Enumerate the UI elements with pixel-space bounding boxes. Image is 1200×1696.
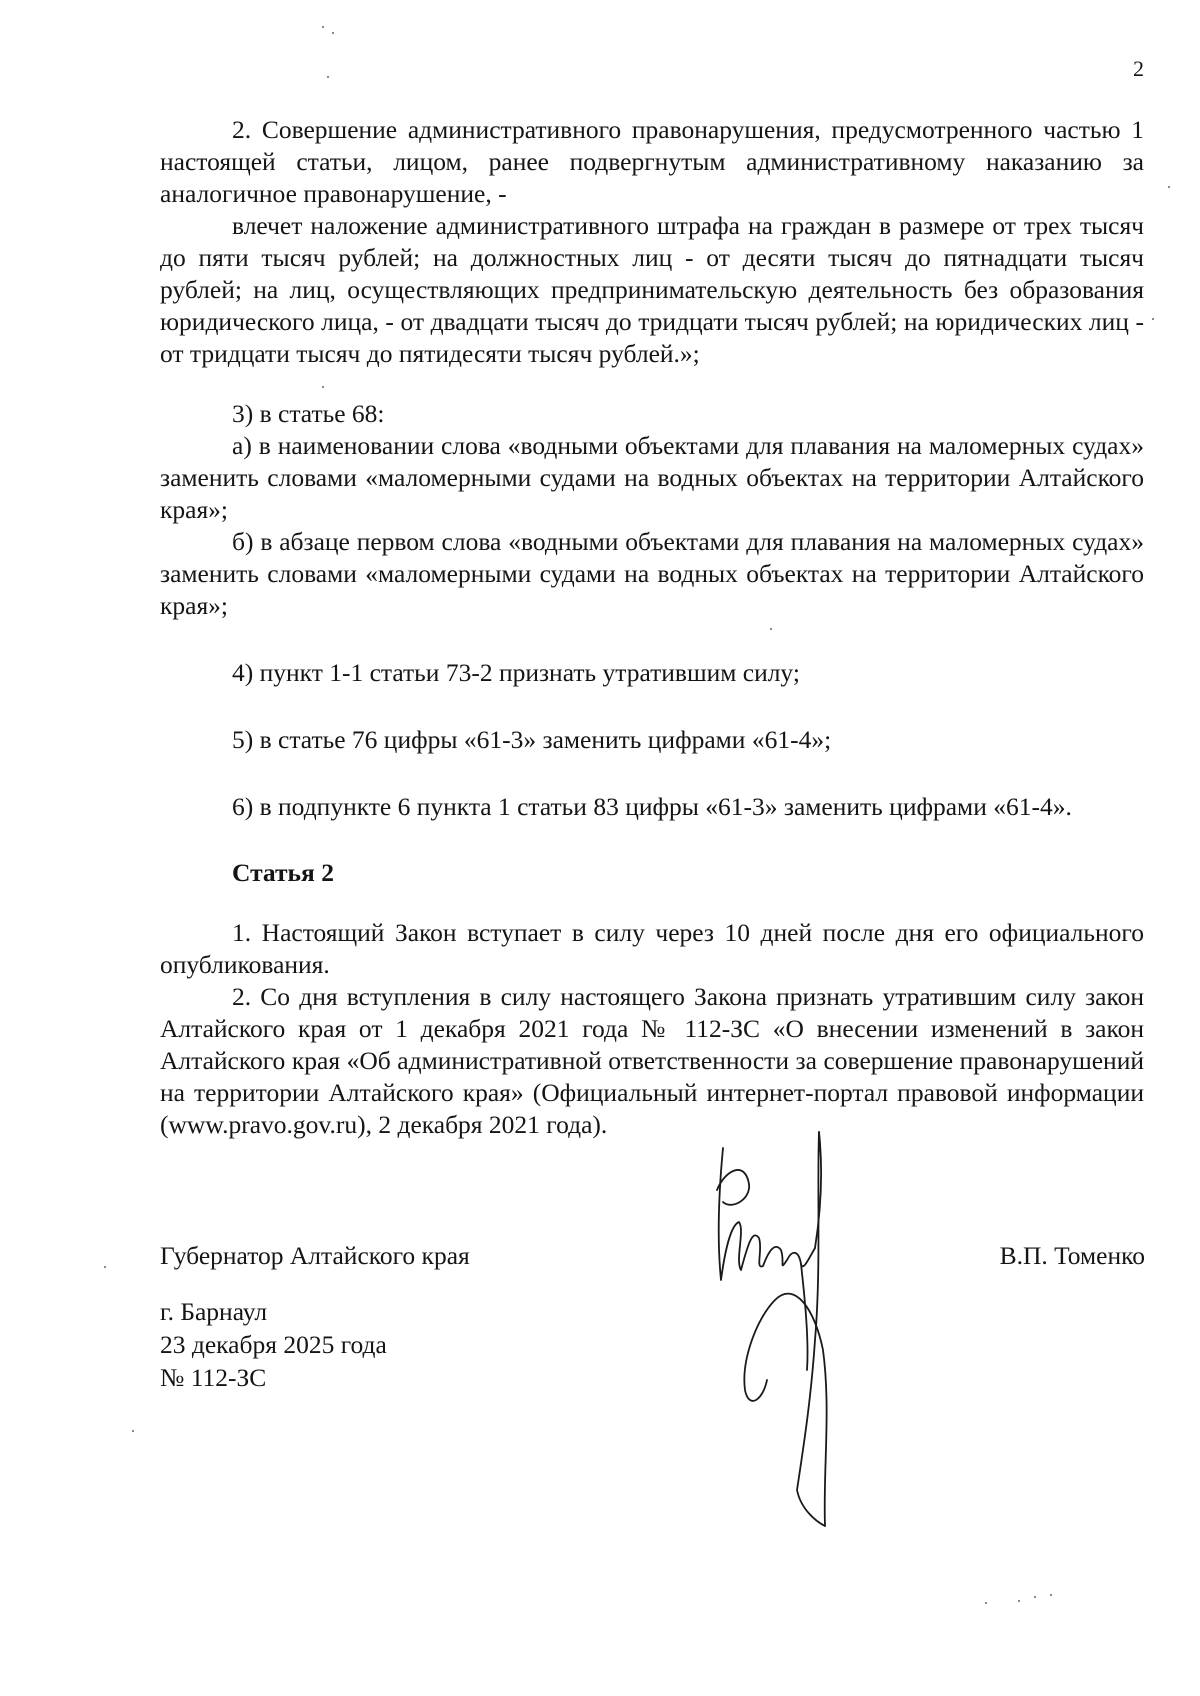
paragraph-point-6: 6) в подпункте 6 пункта 1 статьи 83 цифры «61-3» заменить цифрами «61-4». <box>232 792 1072 821</box>
paragraph-point-2: 2. Совершение административного правонарушения, предусмотренного частью 1 настоящей статьи, лицом, ранее подвергнутым административному наказанию за аналогичное правонарушение, - <box>160 115 1144 208</box>
scan-speck <box>985 1602 987 1604</box>
scan-speck <box>1168 186 1170 188</box>
date: 23 декабря 2025 года <box>160 1330 387 1359</box>
paragraph-article-68: 3) в статье 68: <box>232 399 385 428</box>
scan-speck <box>1034 1596 1036 1598</box>
scan-speck <box>332 32 334 34</box>
place-date-block <box>160 1295 387 1394</box>
scan-speck <box>1018 1600 1020 1602</box>
paragraph-point-4: 4) пункт 1-1 статьи 73-2 признать утратившим силу; <box>232 658 800 687</box>
law-number: № 112-ЗС <box>160 1363 267 1392</box>
page-number: 2 <box>1133 56 1144 81</box>
scan-speck <box>322 386 324 388</box>
paragraph-article2-point-1: 1. Настоящий Закон вступает в силу через 10 дней после дня его официального опубликования. <box>160 918 1144 979</box>
paragraph-article2-point-2: 2. Со дня вступления в силу настоящего Закона признать утратившим силу закон Алтайского края от 1 декабря 2021 года № 112-ЗС «О внесении изменений в закон Алтайского края «Об административной ответственности за совершение правонарушений на территории Алтайского края» (Официальный интернет-портал правовой информации (www.pravo.gov.ru), 2 декабря 2021 года). <box>160 982 1144 1139</box>
scan-speck <box>327 76 329 78</box>
handwritten-signature <box>705 1130 865 1530</box>
paragraph-penalty: влечет наложение административного штрафа на граждан в размере от трех тысяч до пяти тысяч рублей; на должностных лиц - от десяти тысяч до пятнадцати тысяч рублей; на лиц, осуществляющих предпринимательскую деятельность без образования юридического лица, - от двадцати тысяч до тридцати тысяч рублей; на юридических лиц - от тридцати тысяч до пятидесяти тысяч рублей.»; <box>160 211 1144 368</box>
governor-title: Губернатор Алтайского края <box>160 1241 470 1270</box>
scan-speck <box>1050 1594 1052 1596</box>
scan-speck <box>770 628 772 630</box>
paragraph-subpoint-b: б) в абзаце первом слова «водными объектами для плавания на маломерных судах» заменить словами «маломерными судами на водных объектах на территории Алтайского края»; <box>160 527 1144 620</box>
scan-speck <box>104 1266 106 1268</box>
scan-speck <box>322 26 324 28</box>
paragraph-subpoint-a: а) в наименовании слова «водными объектами для плавания на маломерных судах» заменить словами «маломерными судами на водных объектах на территории Алтайского края»; <box>160 431 1144 524</box>
paragraph-point-5: 5) в статье 76 цифры «61-3» заменить цифрами «61-4»; <box>232 725 832 754</box>
governor-name: В.П. Томенко <box>999 1241 1145 1270</box>
scan-speck <box>1152 318 1154 320</box>
document-body <box>160 114 1144 1141</box>
city: г. Барнаул <box>160 1297 268 1326</box>
article-heading: Статья 2 <box>232 858 334 887</box>
scan-speck <box>132 1430 134 1432</box>
